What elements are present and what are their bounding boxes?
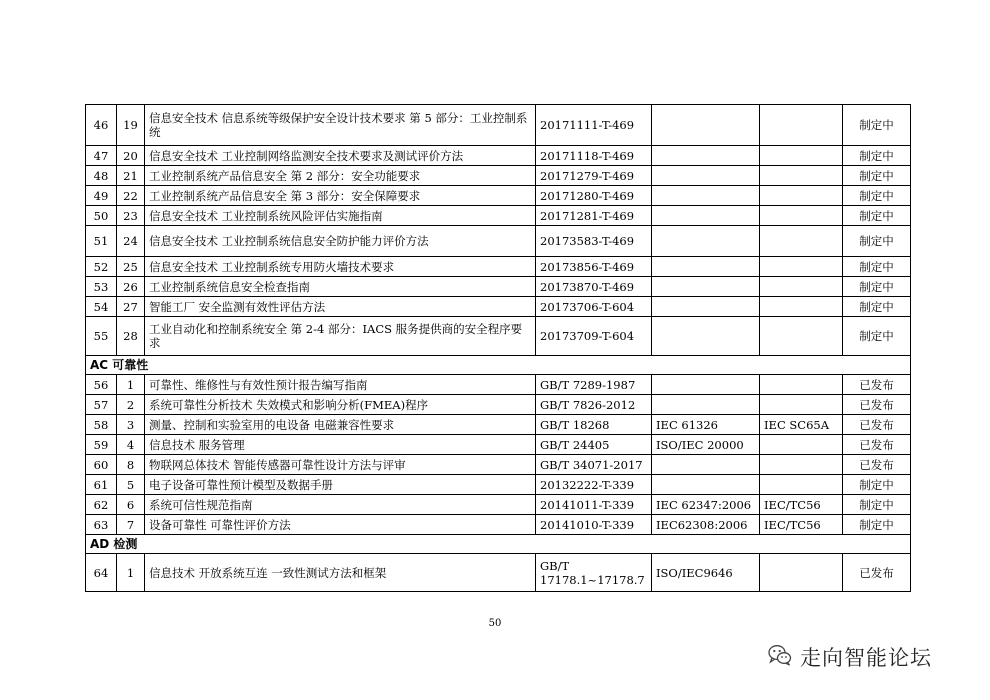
cell-seq: 59 xyxy=(86,435,117,455)
table-row xyxy=(86,395,911,415)
cell-sub-seq: 19 xyxy=(117,105,145,146)
table-row xyxy=(86,375,911,395)
cell-intl-standard: ISO/IEC9646 xyxy=(652,554,760,592)
cell-status: 制定中 xyxy=(843,226,911,257)
cell-status: 制定中 xyxy=(843,515,911,535)
cell-sub-seq: 1 xyxy=(117,375,145,395)
cell-seq: 60 xyxy=(86,455,117,475)
cell-intl-standard xyxy=(652,455,760,475)
cell-intl-org xyxy=(760,206,843,226)
cell-standard-name: 系统可信性规范指南 xyxy=(145,495,536,515)
wechat-icon xyxy=(768,644,792,671)
cell-intl-standard xyxy=(652,105,760,146)
cell-standard-name: 工业控制系统产品信息安全 第 3 部分：安全保障要求 xyxy=(145,186,536,206)
section-row xyxy=(86,535,911,554)
cell-intl-org: IEC/TC56 xyxy=(760,515,843,535)
table-row xyxy=(86,495,911,515)
cell-intl-standard xyxy=(652,146,760,166)
cell-intl-org: IEC SC65A xyxy=(760,415,843,435)
cell-intl-org: IEC/TC56 xyxy=(760,495,843,515)
cell-status: 制定中 xyxy=(843,475,911,495)
cell-intl-standard xyxy=(652,226,760,257)
cell-seq: 49 xyxy=(86,186,117,206)
cell-sub-seq: 8 xyxy=(117,455,145,475)
cell-sub-seq: 23 xyxy=(117,206,145,226)
watermark xyxy=(768,642,932,672)
cell-standard-code: 20132222-T-339 xyxy=(536,475,652,495)
cell-seq: 54 xyxy=(86,297,117,317)
cell-sub-seq: 21 xyxy=(117,166,145,186)
cell-intl-standard: IEC 62347:2006 xyxy=(652,495,760,515)
cell-intl-org xyxy=(760,186,843,206)
cell-intl-standard xyxy=(652,166,760,186)
cell-standard-code: 20173870-T-469 xyxy=(536,277,652,297)
cell-intl-standard xyxy=(652,375,760,395)
cell-standard-code: 20171118-T-469 xyxy=(536,146,652,166)
cell-seq: 61 xyxy=(86,475,117,495)
cell-sub-seq: 26 xyxy=(117,277,145,297)
table-row xyxy=(86,475,911,495)
cell-seq: 52 xyxy=(86,257,117,277)
cell-status: 制定中 xyxy=(843,297,911,317)
cell-status: 已发布 xyxy=(843,415,911,435)
cell-seq: 47 xyxy=(86,146,117,166)
cell-status: 已发布 xyxy=(843,375,911,395)
table-row xyxy=(86,226,911,257)
cell-intl-org xyxy=(760,277,843,297)
cell-status: 制定中 xyxy=(843,105,911,146)
cell-intl-org xyxy=(760,146,843,166)
cell-standard-code: 20173583-T-469 xyxy=(536,226,652,257)
cell-standard-code: GB/T 24405 xyxy=(536,435,652,455)
cell-intl-org xyxy=(760,226,843,257)
cell-standard-code: GB/T 7826-2012 xyxy=(536,395,652,415)
cell-standard-code: 20171281-T-469 xyxy=(536,206,652,226)
cell-standard-name: 测量、控制和实验室用的电设备 电磁兼容性要求 xyxy=(145,415,536,435)
cell-standard-code: 20141011-T-339 xyxy=(536,495,652,515)
cell-status: 已发布 xyxy=(843,554,911,592)
cell-intl-standard xyxy=(652,186,760,206)
cell-sub-seq: 6 xyxy=(117,495,145,515)
cell-intl-standard xyxy=(652,395,760,415)
cell-sub-seq: 22 xyxy=(117,186,145,206)
cell-status: 制定中 xyxy=(843,257,911,277)
table-row xyxy=(86,317,911,356)
cell-intl-standard xyxy=(652,475,760,495)
cell-status: 已发布 xyxy=(843,395,911,415)
cell-status: 已发布 xyxy=(843,455,911,475)
cell-standard-name: 信息安全技术 工业控制系统专用防火墙技术要求 xyxy=(145,257,536,277)
cell-standard-name: 工业自动化和控制系统安全 第 2-4 部分：IACS 服务提供商的安全程序要求 xyxy=(145,317,536,356)
cell-seq: 56 xyxy=(86,375,117,395)
cell-intl-standard xyxy=(652,257,760,277)
cell-standard-name: 信息技术 开放系统互连 一致性测试方法和框架 xyxy=(145,554,536,592)
cell-intl-org xyxy=(760,105,843,146)
table-row xyxy=(86,554,911,592)
table-row xyxy=(86,105,911,146)
cell-standard-code: 20171111-T-469 xyxy=(536,105,652,146)
table-row xyxy=(86,277,911,297)
cell-status: 已发布 xyxy=(843,435,911,455)
cell-standard-code: GB/T 17178.1~17178.7 xyxy=(536,554,652,592)
cell-standard-code: GB/T 34071-2017 xyxy=(536,455,652,475)
cell-status: 制定中 xyxy=(843,146,911,166)
table-row xyxy=(86,515,911,535)
cell-standard-name: 设备可靠性 可靠性评价方法 xyxy=(145,515,536,535)
cell-sub-seq: 3 xyxy=(117,415,145,435)
cell-standard-name: 电子设备可靠性预计模型及数据手册 xyxy=(145,475,536,495)
cell-status: 制定中 xyxy=(843,186,911,206)
standards-table xyxy=(85,104,911,592)
cell-intl-org xyxy=(760,395,843,415)
cell-seq: 58 xyxy=(86,415,117,435)
cell-standard-name: 信息技术 服务管理 xyxy=(145,435,536,455)
cell-sub-seq: 27 xyxy=(117,297,145,317)
cell-status: 制定中 xyxy=(843,206,911,226)
cell-sub-seq: 5 xyxy=(117,475,145,495)
cell-sub-seq: 1 xyxy=(117,554,145,592)
cell-standard-code: 20171279-T-469 xyxy=(536,166,652,186)
table-row xyxy=(86,435,911,455)
table-row xyxy=(86,297,911,317)
section-title: AC 可靠性 xyxy=(86,356,911,375)
cell-intl-org xyxy=(760,554,843,592)
cell-seq: 57 xyxy=(86,395,117,415)
cell-standard-code: 20173706-T-604 xyxy=(536,297,652,317)
cell-standard-name: 信息安全技术 信息系统等级保护安全设计技术要求 第 5 部分：工业控制系统 xyxy=(145,105,536,146)
cell-standard-name: 信息安全技术 工业控制系统信息安全防护能力评价方法 xyxy=(145,226,536,257)
cell-seq: 63 xyxy=(86,515,117,535)
cell-intl-standard xyxy=(652,317,760,356)
cell-seq: 53 xyxy=(86,277,117,297)
table-row xyxy=(86,206,911,226)
cell-sub-seq: 24 xyxy=(117,226,145,257)
cell-status: 制定中 xyxy=(843,317,911,356)
cell-standard-name: 工业控制系统产品信息安全 第 2 部分：安全功能要求 xyxy=(145,166,536,186)
cell-intl-org xyxy=(760,475,843,495)
cell-standard-name: 物联网总体技术 智能传感器可靠性设计方法与评审 xyxy=(145,455,536,475)
cell-standard-name: 工业控制系统信息安全检查指南 xyxy=(145,277,536,297)
table-body xyxy=(86,105,911,592)
table-row xyxy=(86,257,911,277)
cell-seq: 62 xyxy=(86,495,117,515)
cell-intl-standard xyxy=(652,297,760,317)
cell-sub-seq: 28 xyxy=(117,317,145,356)
cell-standard-code: 20173856-T-469 xyxy=(536,257,652,277)
cell-status: 制定中 xyxy=(843,277,911,297)
cell-standard-name: 可靠性、维修性与有效性预计报告编写指南 xyxy=(145,375,536,395)
cell-status: 制定中 xyxy=(843,166,911,186)
cell-intl-standard: ISO/IEC 20000 xyxy=(652,435,760,455)
table-row xyxy=(86,186,911,206)
cell-intl-standard xyxy=(652,277,760,297)
cell-standard-code: 20141010-T-339 xyxy=(536,515,652,535)
cell-standard-name: 智能工厂 安全监测有效性评估方法 xyxy=(145,297,536,317)
section-row xyxy=(86,356,911,375)
page-number: 50 xyxy=(488,618,502,629)
cell-intl-org xyxy=(760,317,843,356)
cell-sub-seq: 4 xyxy=(117,435,145,455)
section-title: AD 检测 xyxy=(86,535,911,554)
table-row xyxy=(86,146,911,166)
cell-intl-org xyxy=(760,257,843,277)
cell-standard-code: 20171280-T-469 xyxy=(536,186,652,206)
table-row xyxy=(86,455,911,475)
cell-seq: 51 xyxy=(86,226,117,257)
cell-seq: 64 xyxy=(86,554,117,592)
cell-seq: 48 xyxy=(86,166,117,186)
table-row xyxy=(86,415,911,435)
cell-sub-seq: 2 xyxy=(117,395,145,415)
cell-standard-code: 20173709-T-604 xyxy=(536,317,652,356)
cell-intl-org xyxy=(760,455,843,475)
cell-intl-standard xyxy=(652,206,760,226)
cell-standard-code: GB/T 18268 xyxy=(536,415,652,435)
cell-intl-org xyxy=(760,435,843,455)
cell-intl-standard: IEC62308:2006 xyxy=(652,515,760,535)
cell-standard-name: 信息安全技术 工业控制网络监测安全技术要求及测试评价方法 xyxy=(145,146,536,166)
watermark-text: 走向智能论坛 xyxy=(800,646,932,670)
cell-standard-name: 系统可靠性分析技术 失效模式和影响分析(FMEA)程序 xyxy=(145,395,536,415)
cell-standard-name: 信息安全技术 工业控制系统风险评估实施指南 xyxy=(145,206,536,226)
cell-sub-seq: 20 xyxy=(117,146,145,166)
cell-intl-org xyxy=(760,375,843,395)
cell-sub-seq: 25 xyxy=(117,257,145,277)
table-row xyxy=(86,166,911,186)
cell-intl-org xyxy=(760,297,843,317)
cell-status: 制定中 xyxy=(843,495,911,515)
cell-seq: 46 xyxy=(86,105,117,146)
cell-standard-code: GB/T 7289-1987 xyxy=(536,375,652,395)
cell-sub-seq: 7 xyxy=(117,515,145,535)
cell-seq: 55 xyxy=(86,317,117,356)
cell-intl-org xyxy=(760,166,843,186)
cell-seq: 50 xyxy=(86,206,117,226)
cell-intl-standard: IEC 61326 xyxy=(652,415,760,435)
